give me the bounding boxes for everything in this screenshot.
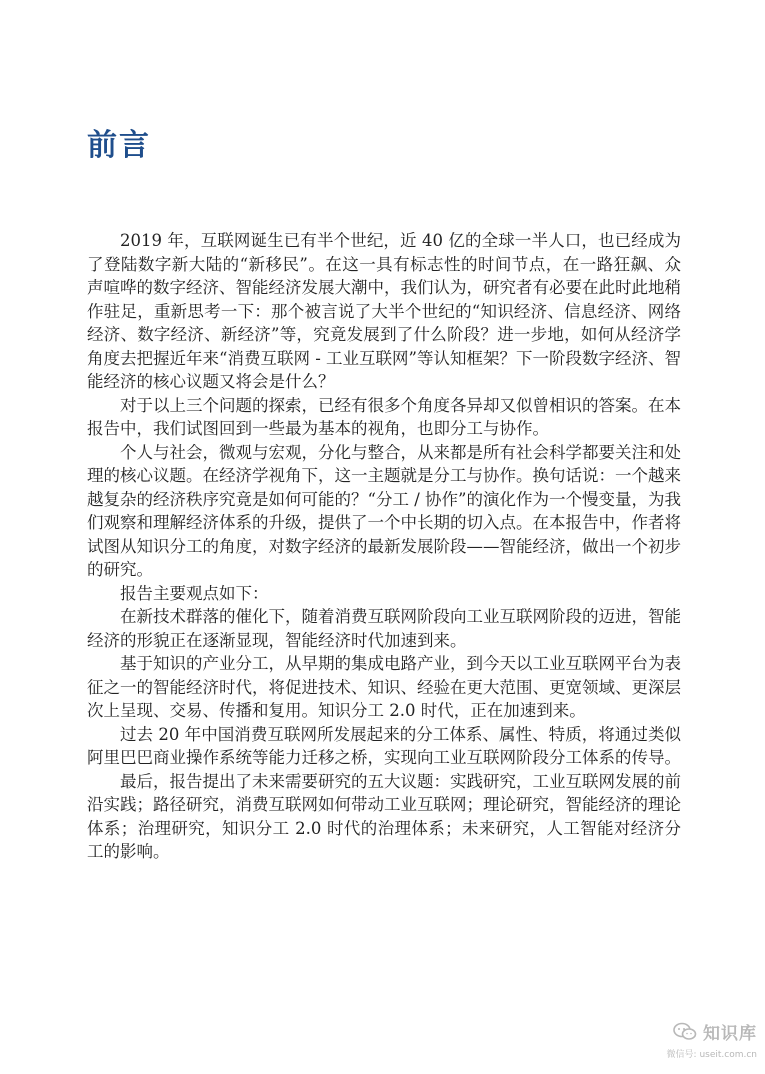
paragraph-point-3: 过去 20 年中国消费互联网所发展起来的分工体系、属性、特质，将通过类似阿里巴巴商业操作系统等能力迁移之桥，实现向工业互联网阶段分工体系的传导。: [87, 724, 681, 767]
preface-body: [87, 229, 681, 864]
paragraph-intro: 2019 年，互联网诞生已有半个世纪，近 40 亿的全球一半人口，也已经成为了登陆数字新大陆的“新移民”。在这一具有标志性的时间节点，在一路狂飙、众声喧哗的数字经济、智能经济发展大潮中，我们认为，研究者有必要在此时此地稍作驻足，重新思考一下：那个被言说了大半个世纪的“知识经济、信息经济、网络经济、数字经济、新经济”等，究竟发展到了什么阶段？进一步地，如何从经济学角度去把握近年来“消费互联网 - 工业互联网”等认知框架？下一阶段数字经济、智能经济的核心议题又将会是什么？: [87, 231, 681, 391]
watermark-subtitle: 微信号: useit.com.cn: [666, 1050, 757, 1060]
page-title: 前言: [87, 128, 151, 163]
paragraph-point-1: 在新技术群落的催化下，随着消费互联网阶段向工业互联网阶段的迈进，智能经济的形貌正在逐渐显现，智能经济时代加速到来。: [87, 607, 681, 650]
watermark: [647, 1019, 757, 1060]
watermark-name: 知识库: [703, 1024, 757, 1044]
paragraph-perspective: 对于以上三个问题的探索，已经有很多个角度各异却又似曾相识的答案。在本报告中，我们试图回到一些最为基本的视角，也即分工与协作。: [87, 395, 681, 438]
wechat-icon: [673, 1022, 697, 1042]
paragraph-conclusion: 最后，报告提出了未来需要研究的五大议题：实践研究，工业互联网发展的前沿实践；路径研究，消费互联网如何带动工业互联网；理论研究，智能经济的理论体系；治理研究，知识分工 2.0 时代的治理体系；未来研究，人工智能对经济分工的影响。: [87, 771, 681, 861]
paragraph-key-points-heading: 报告主要观点如下：: [120, 583, 269, 603]
paragraph-division-of-labor: 个人与社会，微观与宏观，分化与整合，从来都是所有社会科学都要关注和处理的核心议题。在经济学视角下，这一主题就是分工与协作。换句话说：一个越来越复杂的经济秩序究竟是如何可能的？“分工 / 协作”的演化作为一个慢变量，为我们观察和理解经济体系的升级，提供了一个中长期的切入点。在本报告中，作者将试图从知识分工的角度，对数字经济的最新发展阶段——智能经济，做出一个初步的研究。: [87, 442, 681, 579]
paragraph-point-2: 基于知识的产业分工，从早期的集成电路产业，到今天以工业互联网平台为表征之一的智能经济时代，将促进技术、知识、经验在更大范围、更宽领域、更深层次上呈现、交易、传播和复用。知识分工 2.0 时代，正在加速到来。: [87, 654, 681, 720]
